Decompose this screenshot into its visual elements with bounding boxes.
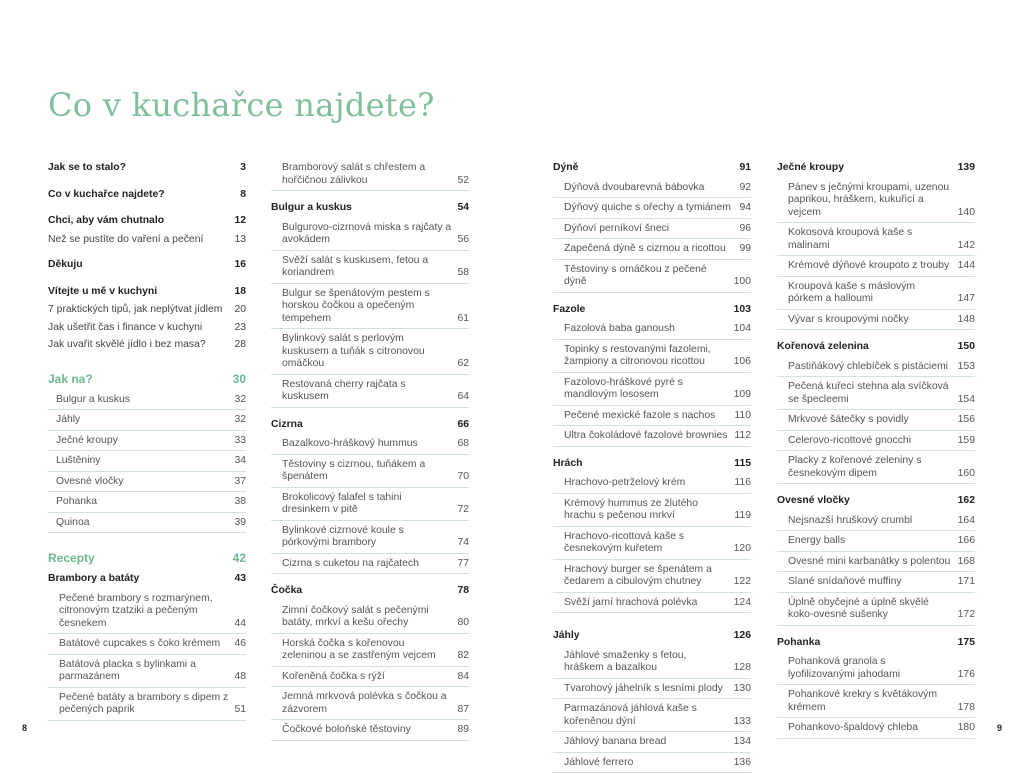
page-title: Co v kuchařce najdete? [48,86,435,124]
entry-page-number: 39 [234,516,246,528]
entry-title: Pohankovo-špaldový chleba [788,722,918,733]
entry-title: Krémový hummus ze žlutého hrachu s pečenou mrkví [564,497,698,521]
entry-page-number: 128 [733,662,751,673]
recipe-entry [271,330,469,375]
subchapter-entry [48,337,246,354]
recipe-entry [777,686,975,718]
chapter-entry [553,627,751,646]
entry-page-number: 68 [457,438,469,449]
recipe-entry [553,700,751,732]
entry-page-number: 12 [234,215,246,226]
entry-page-number: 124 [733,596,751,608]
recipe-entry [553,179,751,199]
chapter-entry [777,338,975,357]
entry-title: Čočkové boloňské těstoviny [282,724,411,735]
entry-page-number: 91 [739,162,751,173]
entry-page-number: 148 [957,313,975,325]
entry-title: Pohanková granola s lyofilizovanými jahodami [788,656,901,680]
section-entry [48,368,246,390]
recipe-entry [777,452,975,484]
entry-title: Chci, aby vám chutnalo [48,215,165,226]
entry-title: Energy balls [788,535,846,546]
entry-title: Hrachový burger se špenátem a čedarem a cibulovým chutney [564,563,712,587]
entry-title: Jak na? [48,371,93,386]
entry-title: Placky z kořenové zeleniny s česnekovým dipem [788,455,922,479]
entry-page-number: 51 [234,704,246,715]
entry-page-number: 164 [957,514,975,526]
entry-title: Bazalkovo-hráškový hummus [282,438,418,449]
entry-page-number: 38 [234,496,246,507]
entry-page-number: 116 [734,477,751,488]
recipe-entry [48,473,246,493]
entry-page-number: 70 [457,471,469,482]
recipe-entry [271,252,469,284]
entry-page-number: 56 [457,234,469,245]
recipe-entry [553,341,751,373]
entry-page-number: 147 [957,293,975,304]
chapter-entry [48,256,246,275]
entry-page-number: 178 [957,701,975,713]
entry-title: Zimní čočkový salát s pečenými batáty, mrkví a kešu ořechy [282,604,429,628]
entry-page-number: 62 [457,358,469,369]
entry-title: Dýňová dvoubarevná bábovka [564,181,705,193]
recipe-entry [48,635,246,655]
entry-title: Jáhlové ferrero [564,756,634,768]
entry-page-number: 99 [739,243,751,254]
entry-title: Bulgur se špenátovým pestem s horskou čočkou a opečeným tempehem [282,287,430,324]
entry-page-number: 120 [733,543,751,554]
entry-title: Bulgur a kuskus [56,393,130,405]
subchapter-entry [48,232,246,249]
entry-page-number: 52 [457,174,469,186]
entry-title: Zapečená dýně s cizrnou a ricottou [564,243,726,254]
entry-title: Fazolovo-hráškové pyré s mandlovým lososem [564,376,683,400]
entry-title: Nejsnazší hruškový crumbl [788,514,913,526]
recipe-entry [553,754,751,774]
entry-page-number: 18 [234,285,246,297]
entry-page-number: 172 [957,609,975,620]
entry-title: Pohanka [56,496,98,507]
entry-page-number: 42 [232,551,246,565]
recipe-entry [777,278,975,310]
toc-column-1 [48,159,246,722]
entry-title: Kokosová kroupová kaše s malinami [788,227,913,251]
entry-page-number: 84 [457,670,469,682]
entry-page-number: 94 [739,202,751,213]
entry-title: Kroupová kaše s máslovým pórkem a halloumi [788,280,916,304]
entry-title: Těstoviny s cizrnou, tuňákem a špenátem [282,458,426,482]
entry-title: Pečené brambory s rozmarýnem, citronovým tzatziki a pečeným česnekem [59,592,213,629]
recipe-entry [271,668,469,688]
entry-page-number: 115 [734,457,751,469]
entry-title: Těstoviny s omáčkou z pečené dýně [564,263,707,287]
recipe-entry [48,432,246,452]
entry-page-number: 13 [234,233,246,245]
toc-column-4 [777,159,975,740]
recipe-entry [777,432,975,452]
entry-page-number: 16 [234,259,246,270]
entry-page-number: 104 [733,323,751,334]
toc-column-3 [553,159,751,774]
chapter-entry [553,159,751,178]
entry-page-number: 168 [957,555,975,567]
entry-page-number: 74 [457,537,469,548]
entry-title: Parmazánová jáhlová kaše s kořeněnou dýní [564,703,697,727]
entry-title: Jáhlové smaženky s fetou, hráškem a bazalkou [564,649,687,673]
chapter-entry [777,492,975,511]
entry-title: Kořenová zelenina [777,341,869,352]
chapter-entry [48,283,246,302]
entry-page-number: 48 [234,671,246,682]
entry-page-number: 134 [733,736,751,747]
entry-title: Cizrna [271,418,303,430]
entry-page-number: 92 [739,181,751,193]
entry-page-number: 150 [957,341,975,352]
entry-page-number: 46 [234,638,246,649]
chapter-entry [777,634,975,653]
recipe-entry [777,573,975,593]
recipe-entry [777,358,975,378]
entry-page-number: 34 [234,455,246,466]
recipe-entry [553,680,751,700]
entry-title: Mrkvové šátečky s povidly [788,414,909,425]
entry-title: Fazole [553,303,586,315]
recipe-entry [271,456,469,488]
entry-page-number: 54 [457,202,469,213]
recipe-entry [271,435,469,455]
entry-title: 7 praktických tipů, jak neplýtvat jídlem [48,304,223,315]
entry-title: Tvarohový jáhelník s lesními plody [564,682,723,694]
recipe-entry [553,647,751,679]
recipe-entry [48,689,246,721]
recipe-entry [271,555,469,575]
chapter-entry [271,199,469,218]
recipe-entry [777,512,975,532]
entry-page-number: 32 [234,393,246,405]
page-number-left: 8 [22,723,28,733]
recipe-entry [271,376,469,408]
entry-title: Fazolová baba ganoush [564,323,675,334]
entry-title: Jak uvařit skvělé jídlo i bez masa? [48,339,206,350]
entry-page-number: 112 [734,430,751,441]
entry-title: Quinoa [56,516,90,528]
recipe-entry [777,594,975,626]
entry-page-number: 171 [957,576,975,587]
recipe-entry [553,427,751,447]
entry-page-number: 109 [733,389,751,400]
recipe-entry [777,378,975,410]
recipe-entry [48,411,246,431]
recipe-entry [553,528,751,560]
entry-page-number: 89 [457,724,469,735]
entry-page-number: 100 [733,276,751,287]
entry-title: Pečené batáty a brambory s dipem z pečených paprik [59,691,229,715]
entry-page-number: 133 [733,715,751,727]
entry-page-number: 166 [957,535,975,546]
entry-page-number: 87 [457,703,469,715]
recipe-entry [271,522,469,554]
recipe-entry [777,224,975,256]
chapter-entry [553,301,751,320]
entry-title: Slané snídaňové muffiny [788,576,902,587]
page-number-right: 9 [997,723,1003,733]
entry-page-number: 110 [734,409,751,421]
entry-page-number: 136 [733,756,751,768]
entry-title: Topinky s restovanými fazolemi, žampiony a citronovou ricottou [564,343,711,367]
recipe-entry [271,635,469,667]
entry-page-number: 119 [734,510,751,521]
chapter-entry [48,570,246,589]
entry-title: Jak se to stalo? [48,162,126,173]
entry-page-number: 80 [457,617,469,628]
entry-title: Bulgur a kuskus [271,202,352,213]
entry-title: Bylinkový salát s perlovým kuskusem a tuňák s citronovou omáčkou [282,333,425,369]
entry-page-number: 175 [957,636,975,648]
entry-page-number: 61 [457,312,469,324]
entry-title: Bulgurovo-cizrnová miska s rajčaty a avokádem [282,221,452,245]
entry-title: Pečené mexické fazole s nachos [564,409,716,421]
entry-page-number: 72 [457,504,469,515]
entry-page-number: 33 [234,434,246,446]
entry-page-number: 20 [234,304,246,315]
entry-page-number: 122 [733,576,751,587]
entry-title: Dýňový quiche s ořechy a tymiánem [564,202,731,213]
entry-page-number: 139 [957,162,975,173]
entry-title: Vývar s kroupovými nočky [788,313,909,325]
recipe-entry [271,721,469,741]
entry-page-number: 154 [957,393,975,405]
entry-title: Hrách [553,457,583,469]
entry-title: Úplně obyčejné a úplně skvělé koko-ovesné sušenky [788,596,929,620]
entry-title: Hrachovo-petrželový krém [564,477,686,488]
entry-title: Dýně [553,162,579,173]
entry-title: Luštěniny [56,455,101,466]
recipe-entry [553,407,751,427]
recipe-entry [271,602,469,634]
entry-title: Bramborový salát s chřestem a hořčičnou zálivkou [282,162,426,186]
recipe-entry [48,452,246,472]
entry-title: Brokolicový falafel s tahini dresinkem v pitě [282,491,402,515]
entry-title: Dýňoví perníkoví šneci [564,222,670,234]
entry-page-number: 8 [240,188,246,200]
entry-page-number: 64 [457,391,469,402]
entry-title: Co v kuchařce najdete? [48,188,165,200]
recipe-entry [553,199,751,219]
entry-page-number: 106 [733,356,751,367]
entry-title: Ovesné vločky [777,495,850,506]
recipe-entry [48,391,246,411]
entry-title: Bylinkové cizrnové koule s pórkovými brambory [282,524,404,548]
entry-page-number: 77 [457,557,469,569]
recipe-entry [777,257,975,277]
entry-page-number: 126 [733,630,751,641]
entry-page-number: 130 [733,682,751,694]
entry-title: Krémové dýňové kroupoto z trouby [788,260,950,271]
chapter-entry [48,159,246,178]
recipe-entry [271,219,469,251]
entry-title: Pečená kuřecí stehna ala svíčková se špecleemi [788,381,949,405]
section-entry [48,547,246,569]
entry-title: Děkuju [48,259,83,270]
recipe-entry [48,590,246,635]
entry-page-number: 142 [957,239,975,251]
entry-title: Ovesné mini karbanátky s polentou [788,555,951,567]
entry-title: Ječné kroupy [56,434,118,446]
entry-title: Svěží salát s kuskusem, fetou a koriandrem [282,254,429,278]
entry-title: Ječné kroupy [777,162,844,173]
entry-title: Jáhly [56,414,81,425]
entry-page-number: 78 [457,585,469,596]
entry-page-number: 140 [957,206,975,218]
recipe-entry [553,220,751,240]
entry-title: Jáhlový banana bread [564,736,667,747]
entry-title: Jemná mrkvová polévka s čočkou a zázvorem [282,691,447,715]
entry-title: Cizrna s cuketou na rajčatech [282,557,419,569]
entry-title: Batátové cupcakes s čoko krémem [59,638,221,649]
entry-title: Restovaná cherry rajčata s kuskusem [282,378,406,402]
recipe-entry [777,719,975,739]
entry-page-number: 66 [457,418,469,430]
entry-page-number: 3 [240,162,246,173]
chapter-entry [777,159,975,178]
entry-title: Pohanka [777,636,821,648]
entry-title: Hrachovo-ricottová kaše s česnekovým kuřetem [564,530,685,554]
chapter-entry [271,416,469,435]
chapter-entry [553,455,751,474]
recipe-entry [777,311,975,331]
entry-page-number: 160 [957,467,975,479]
entry-page-number: 44 [234,617,246,629]
entry-page-number: 156 [957,414,975,425]
recipe-entry [777,179,975,224]
recipe-entry [271,489,469,521]
entry-page-number: 96 [739,222,751,234]
recipe-entry [553,374,751,406]
entry-title: Ovesné vločky [56,475,124,487]
entry-title: Brambory a batáty [48,573,140,584]
entry-page-number: 28 [234,339,246,350]
entry-page-number: 153 [957,360,975,372]
entry-title: Kořeněná čočka s rýží [282,670,385,682]
recipe-entry [271,159,469,191]
recipe-entry [777,411,975,431]
recipe-entry [777,653,975,685]
entry-page-number: 58 [457,267,469,278]
entry-page-number: 159 [957,434,975,446]
recipe-entry [553,561,751,593]
recipe-entry [48,656,246,688]
entry-page-number: 43 [234,573,246,584]
recipe-entry [777,553,975,573]
entry-page-number: 176 [957,668,975,680]
subchapter-entry [48,320,246,337]
entry-title: Batátová placka s bylinkami a parmazánem [59,658,196,682]
chapter-entry [48,186,246,205]
chapter-entry [48,212,246,231]
entry-title: Jáhly [553,630,580,641]
recipe-entry [48,514,246,534]
toc-column-2 [271,159,469,742]
entry-page-number: 32 [234,414,246,425]
entry-title: Recepty [48,551,95,565]
recipe-entry [553,474,751,494]
entry-title: Ultra čokoládové fazolové brownies [564,430,728,441]
entry-page-number: 144 [957,260,975,271]
recipe-entry [553,240,751,260]
entry-page-number: 162 [957,495,975,506]
entry-title: Vítejte u mě v kuchyni [48,285,158,297]
entry-title: Horská čočka s kořenovou zeleninou a se zastřeným vejcem [282,637,436,661]
entry-page-number: 180 [957,722,975,733]
entry-title: Jak ušetřit čas i finance v kuchyni [48,321,203,333]
entry-title: Pastiňákový chlebíček s pistáciemi [788,360,948,372]
recipe-entry [553,733,751,753]
recipe-entry [553,320,751,340]
recipe-entry [553,261,751,293]
recipe-entry [48,493,246,513]
entry-page-number: 30 [232,371,246,386]
entry-title: Celerovo-ricottové gnocchi [788,434,912,446]
recipe-entry [553,594,751,614]
recipe-entry [553,495,751,527]
entry-title: Svěží jarní hrachová polévka [564,596,698,608]
entry-title: Pánev s ječnými kroupami, uzenou paprikou, hráškem, kukuřicí a vejcem [788,181,950,218]
entry-page-number: 37 [234,475,246,487]
chapter-entry [271,582,469,601]
recipe-entry [271,285,469,330]
entry-title: Čočka [271,585,303,596]
entry-title: Pohankové krekry s květákovým krémem [788,689,937,713]
recipe-entry [777,532,975,552]
recipe-entry [271,688,469,720]
entry-title: Než se pustíte do vaření a pečení [48,233,204,245]
entry-page-number: 23 [234,321,246,333]
subchapter-entry [48,302,246,319]
entry-page-number: 103 [733,303,751,315]
entry-page-number: 82 [457,650,469,661]
